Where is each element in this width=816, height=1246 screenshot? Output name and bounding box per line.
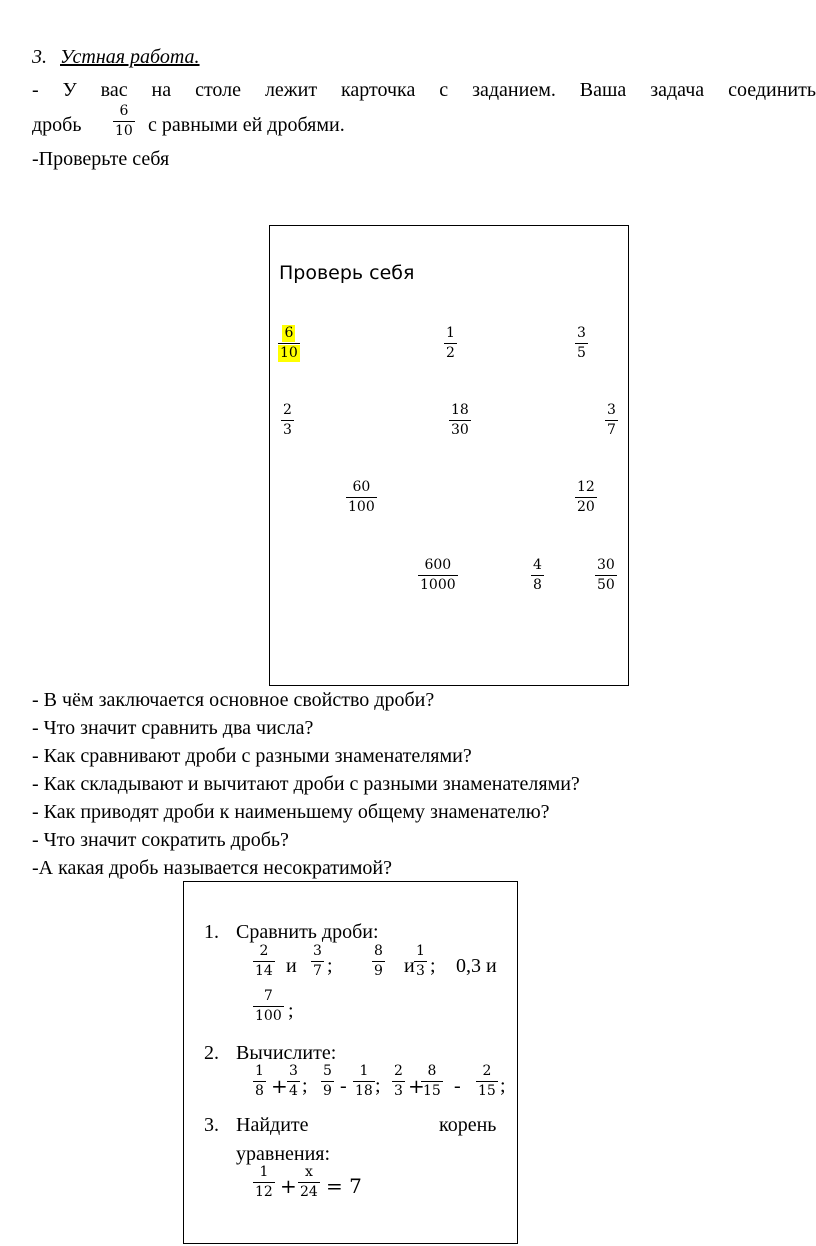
task-3-title-word-2: корень xyxy=(439,1114,497,1136)
intro-line-2-prefix: дробь xyxy=(32,114,82,136)
equation-fraction: x 24 xyxy=(300,1164,318,1200)
task-1-number: 1. xyxy=(204,921,219,943)
check-card xyxy=(269,225,629,686)
plus-operator: + xyxy=(408,1074,425,1098)
check-fraction: 3 5 xyxy=(577,325,586,361)
task-1-fraction: 2 14 xyxy=(255,943,273,979)
separator: ; xyxy=(500,1075,506,1097)
task-1-fraction: 3 7 xyxy=(313,943,322,979)
check-fraction: 12 20 xyxy=(577,479,595,515)
question-item: - Что значит сравнить два числа? xyxy=(32,717,314,739)
check-fraction: 3 7 xyxy=(607,402,616,438)
check-fraction: 4 8 xyxy=(533,557,542,593)
question-item: - В чём заключается основное свойство дроби? xyxy=(32,689,435,711)
intro-line-2-suffix: с равными ей дробями. xyxy=(148,114,345,136)
task-2-title: Вычислите: xyxy=(236,1042,337,1064)
compare-decimal: 0,3 и xyxy=(456,955,497,977)
check-fraction: 30 50 xyxy=(597,557,615,593)
task-2-fraction: 2 3 xyxy=(394,1063,403,1099)
equation-result: = 7 xyxy=(326,1174,362,1198)
task-2-number: 2. xyxy=(204,1042,219,1064)
intro-line-1: - У вас на столе лежит карточка с заданием. Ваша задача соединить xyxy=(32,79,816,101)
task-3-title-line-2: уравнения: xyxy=(236,1143,331,1165)
question-item: -А какая дробь называется несократимой? xyxy=(32,857,392,879)
separator: ; xyxy=(288,1000,294,1022)
separator: ; xyxy=(327,955,333,977)
task-2-fraction: 2 15 xyxy=(478,1063,496,1099)
question-item: - Как приводят дроби к наименьшему общему знаменателю? xyxy=(32,801,550,823)
compare-word: и xyxy=(286,955,297,977)
check-fraction: 18 30 xyxy=(451,402,469,438)
task-3-number: 3. xyxy=(204,1114,219,1136)
check-card-title: Проверь себя xyxy=(279,262,415,284)
question-item: - Как складывают и вычитают дроби с разными знаменателями? xyxy=(32,773,580,795)
check-fraction: 60 100 xyxy=(348,479,375,515)
section-title: Устная работа. xyxy=(60,46,200,68)
separator: ; xyxy=(430,955,436,977)
minus-operator: - xyxy=(454,1075,461,1097)
task-3-title-word-1: Найдите xyxy=(236,1114,309,1136)
equation-fraction: 1 12 xyxy=(255,1164,273,1200)
task-1-title: Сравнить дроби: xyxy=(236,921,379,943)
section-heading xyxy=(32,45,200,69)
task-2-fraction: 1 8 xyxy=(255,1063,264,1099)
separator: ; xyxy=(302,1075,308,1097)
question-item: - Как сравнивают дроби с разными знаменателями? xyxy=(32,745,472,767)
compare-word: и xyxy=(404,955,415,977)
section-number: 3. xyxy=(32,46,47,68)
task-2-fraction: 5 9 xyxy=(323,1063,332,1099)
intro-fraction: 6 10 xyxy=(115,103,133,139)
plus-operator: + xyxy=(271,1074,288,1098)
task-1-fraction: 1 3 xyxy=(416,943,425,979)
check-fraction: 2 3 xyxy=(283,402,292,438)
task-1-fraction: 7 100 xyxy=(255,988,282,1024)
check-fraction: 6 10 xyxy=(280,325,298,361)
task-1-fraction: 8 9 xyxy=(374,943,383,979)
question-item: - Что значит сократить дробь? xyxy=(32,829,289,851)
task-2-fraction: 1 18 xyxy=(355,1063,373,1099)
separator: ; xyxy=(375,1075,381,1097)
task-2-fraction: 3 4 xyxy=(289,1063,298,1099)
intro-line-3: -Проверьте себя xyxy=(32,148,170,170)
check-fraction: 1 2 xyxy=(446,325,455,361)
plus-operator: + xyxy=(280,1174,297,1198)
minus-operator: - xyxy=(340,1075,347,1097)
check-fraction: 600 1000 xyxy=(420,557,456,593)
task-2-fraction: 8 15 xyxy=(423,1063,441,1099)
